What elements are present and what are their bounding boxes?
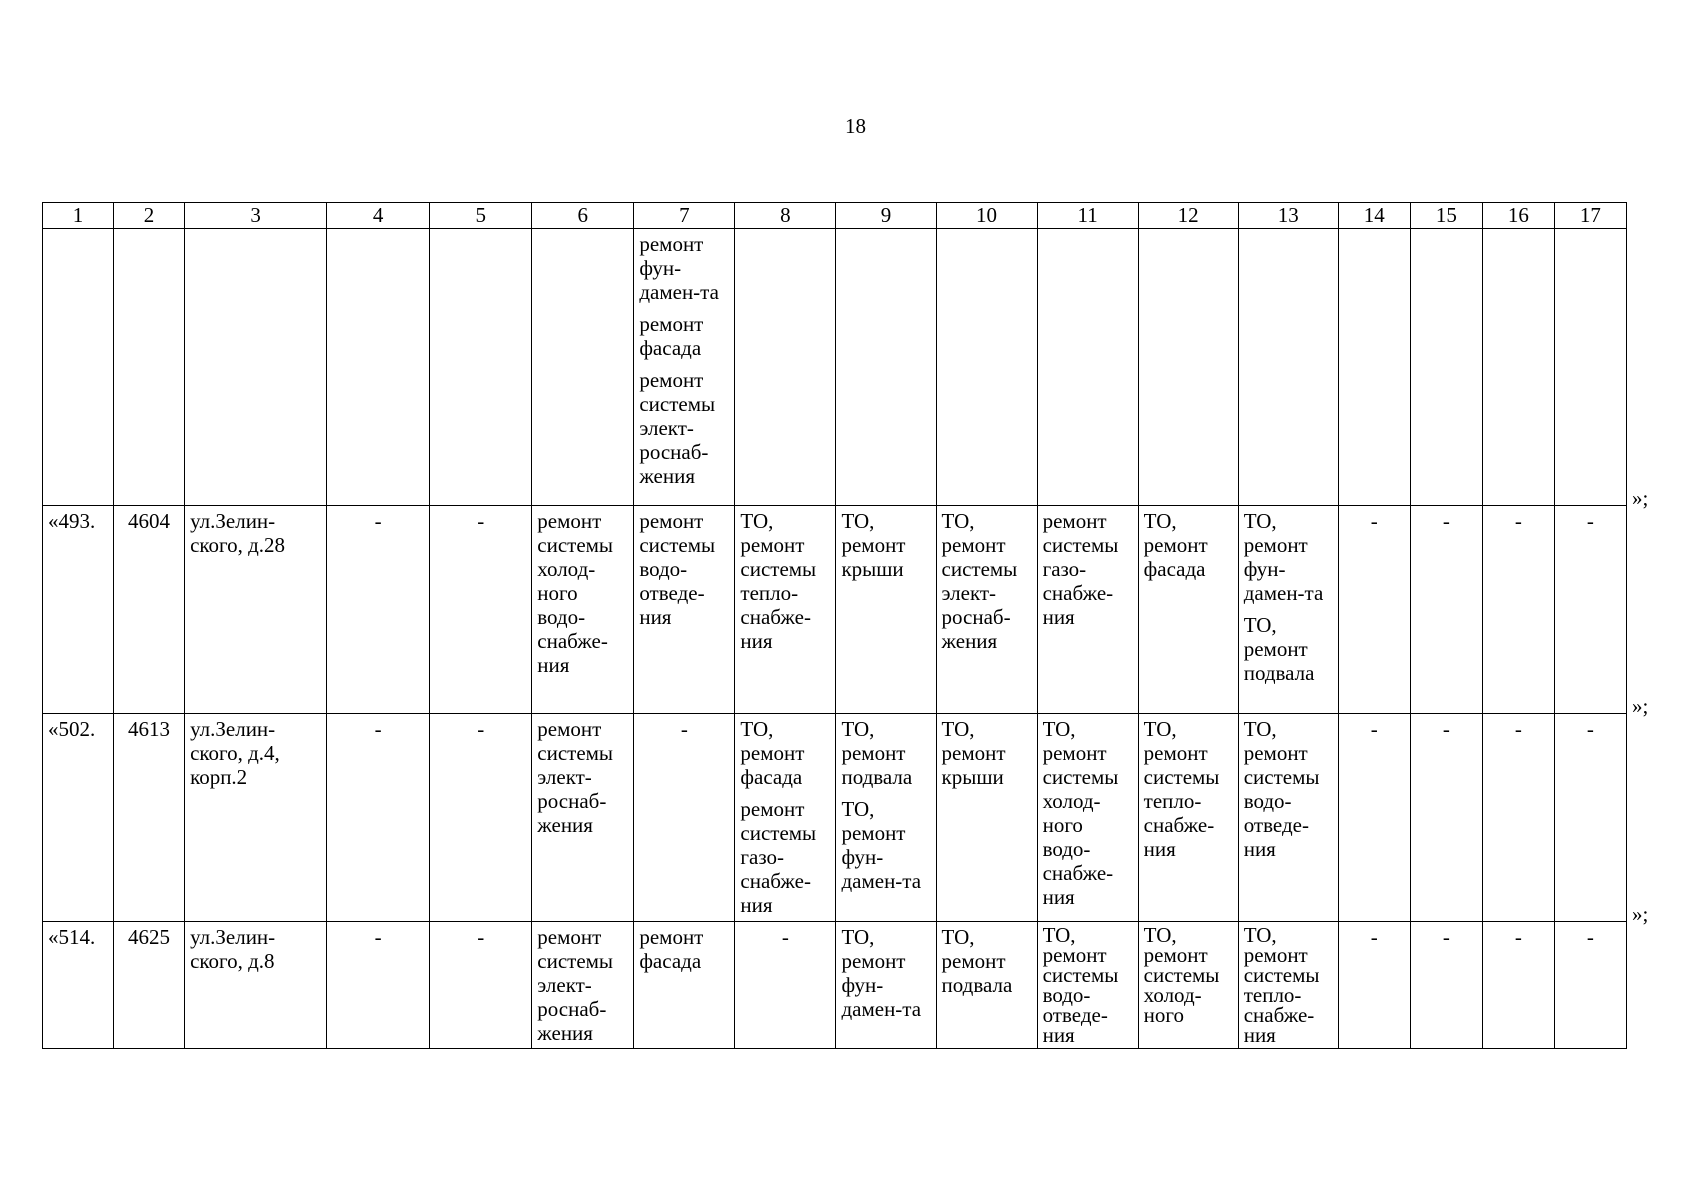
column-number: 13 [1238,203,1338,229]
cell-text: ремонт системы газо-снабже-ния [740,797,817,917]
cell-text: - [1586,925,1594,949]
column-number: 8 [735,203,836,229]
cell-text: ремонт системы холод-ного водо-снабже-ния [537,509,614,677]
cell-text: ремонт фун-дамен-та [639,232,719,304]
cell-text: ТО, ремонт фасада [1143,509,1208,581]
table-cell [1037,922,1138,1049]
table-cell [735,229,836,506]
table-cell [836,714,936,922]
column-number: 3 [185,203,327,229]
column-number: 5 [430,203,532,229]
table-cell [1238,229,1338,506]
cell-text: - [781,925,789,949]
column-number: 10 [936,203,1037,229]
cell-text: ремонт фасада [639,312,704,360]
cell-text: ТО, ремонт системы водо-отведе-ния [1243,717,1320,861]
table-cell [430,922,532,1049]
table-cell [1554,922,1626,1049]
table-cell [430,506,532,714]
table-cell [1238,922,1338,1049]
row-end-quote: »; [1632,693,1649,718]
table-cell [836,506,936,714]
table-cell [1338,506,1410,714]
table-cell [114,714,185,922]
cell-text: «493. [48,509,96,533]
table-cell [185,714,327,922]
cell-text: - [680,717,688,741]
table-cell [1554,506,1626,714]
row-end-quote: »; [1632,485,1649,510]
cell-text: - [1514,717,1522,741]
table-row [43,229,1627,506]
table-row [43,506,1627,714]
table-cell [43,714,114,922]
table-cell [532,922,634,1049]
repair-schedule-table [42,202,1627,1049]
cell-text: ТО, ремонт фун-дамен-та [841,925,922,1021]
table-cell [836,229,936,506]
cell-text: ТО, ремонт системы холод-ного [1143,923,1220,1027]
table-row [43,922,1627,1049]
table-cell [327,229,430,506]
table-cell [735,506,836,714]
table-cell [735,714,836,922]
cell-text: - [1370,925,1378,949]
column-number: 14 [1338,203,1410,229]
table-cell [936,506,1037,714]
table-cell [185,922,327,1049]
cell-text: - [374,509,382,533]
cell-text: ТО, ремонт системы водо-отведе-ния [1042,923,1119,1047]
cell-text: ул.Зелин-ского, д.28 [190,509,286,557]
cell-text: ТО, ремонт подвала [841,717,913,789]
table-cell [1554,714,1626,922]
cell-text: - [477,509,485,533]
cell-text: ремонт системы элект-роснаб-жения [639,368,716,488]
table-cell [430,229,532,506]
cell-text: ТО, ремонт системы тепло-снабже-ния [740,509,817,653]
table-cell [43,229,114,506]
table-cell [43,506,114,714]
table-cell [1410,922,1482,1049]
table-cell [936,714,1037,922]
column-number: 16 [1482,203,1554,229]
table-cell [634,229,735,506]
cell-text: ТО, ремонт системы холод-ного водо-снабже-ния [1042,717,1119,909]
table-cell [114,229,185,506]
cell-text: ремонт системы газо-снабже-ния [1042,509,1119,629]
cell-text: - [1514,509,1522,533]
cell-text: 4625 [128,925,171,949]
cell-text: ул.Зелин-ского, д.4, корп.2 [190,717,280,789]
table-cell [936,229,1037,506]
cell-text: ремонт системы элект-роснаб-жения [537,925,614,1045]
table-cell [1138,714,1238,922]
cell-text: ТО, ремонт крыши [841,509,906,581]
table-cell [1338,229,1410,506]
table-cell [735,922,836,1049]
column-number: 6 [532,203,634,229]
cell-text: ТО, ремонт системы тепло-снабже-ния [1243,923,1320,1047]
table-cell [43,922,114,1049]
page-number: 18 [845,114,866,138]
table-cell [1554,229,1626,506]
cell-text: ТО, ремонт крыши [941,717,1006,789]
column-number: 2 [114,203,185,229]
table-cell [634,506,735,714]
cell-text: - [1442,925,1450,949]
cell-text: ремонт системы элект-роснаб-жения [537,717,614,837]
table-cell [114,506,185,714]
cell-text: ТО, ремонт фасада [740,717,805,789]
column-number: 12 [1138,203,1238,229]
table-cell [634,922,735,1049]
table-cell [1410,229,1482,506]
column-number: 11 [1037,203,1138,229]
table-cell [936,922,1037,1049]
table-cell [327,506,430,714]
cell-text: - [1586,717,1594,741]
table-cell [1238,714,1338,922]
table-cell [1238,506,1338,714]
cell-text: - [1370,509,1378,533]
cell-text: - [1442,509,1450,533]
table-cell [1410,714,1482,922]
table-cell [1482,922,1554,1049]
column-number: 1 [43,203,114,229]
table-cell [185,506,327,714]
cell-text: ТО, ремонт фун-дамен-та [1243,509,1324,605]
cell-text: «514. [48,925,96,949]
table-cell [1138,506,1238,714]
cell-text: ТО, ремонт подвала [941,925,1013,997]
cell-text: - [1586,509,1594,533]
table-cell [532,714,634,922]
cell-text: - [1442,717,1450,741]
table-cell [1338,714,1410,922]
table-cell [1410,506,1482,714]
cell-text: - [374,925,382,949]
column-number: 9 [836,203,936,229]
table-row [43,714,1627,922]
cell-text: ТО, ремонт системы тепло-снабже-ния [1143,717,1220,861]
row-end-quote: »; [1632,901,1649,926]
table-cell [1037,229,1138,506]
column-number: 7 [634,203,735,229]
table-cell [1037,714,1138,922]
cell-text: - [1514,925,1522,949]
column-number-row [43,203,1627,229]
table-cell [1138,922,1238,1049]
table-cell [634,714,735,922]
cell-text: ТО, ремонт системы элект-роснаб-жения [941,509,1018,653]
cell-text: 4613 [128,717,171,741]
table-cell [327,714,430,922]
cell-text: 4604 [128,509,171,533]
cell-text: - [374,717,382,741]
cell-text: ремонт фасада [639,925,704,973]
column-number: 4 [327,203,430,229]
cell-text: ремонт системы водо-отведе-ния [639,509,716,629]
cell-text: ТО, ремонт фун-дамен-та [841,797,922,893]
cell-text: - [477,925,485,949]
table-cell [836,922,936,1049]
table-cell [1037,506,1138,714]
cell-text: ул.Зелин-ского, д.8 [190,925,276,973]
table-cell [1482,506,1554,714]
table-cell [1338,922,1410,1049]
table-cell [532,229,634,506]
cell-text: ТО, ремонт подвала [1243,613,1315,685]
table-cell [1482,229,1554,506]
cell-text: «502. [48,717,96,741]
cell-text: - [477,717,485,741]
table-cell [327,922,430,1049]
table-cell [1138,229,1238,506]
table-cell [532,506,634,714]
table-cell [430,714,532,922]
table-cell [1482,714,1554,922]
column-number: 15 [1410,203,1482,229]
table-cell [114,922,185,1049]
column-number: 17 [1554,203,1626,229]
cell-text: - [1370,717,1378,741]
table-cell [185,229,327,506]
